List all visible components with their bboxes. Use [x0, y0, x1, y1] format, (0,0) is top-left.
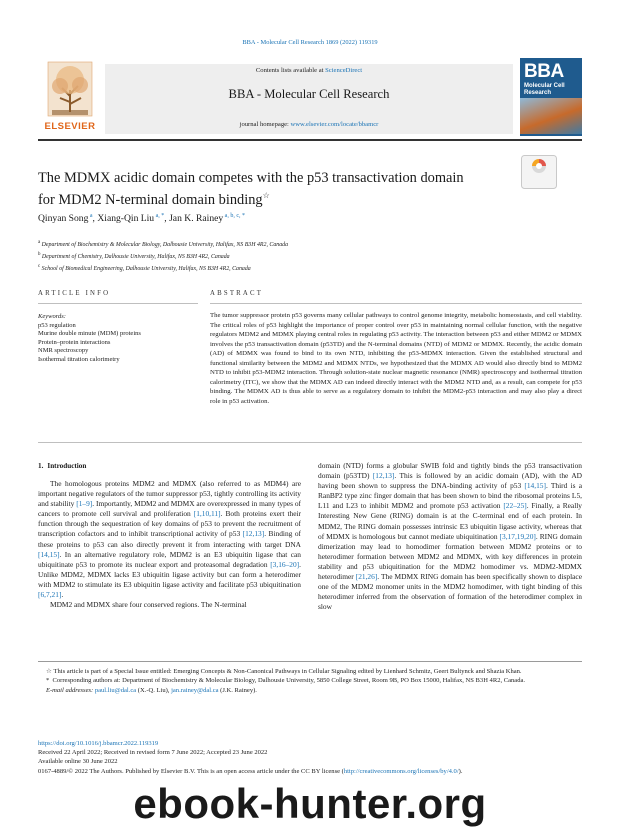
- homepage-prefix: journal homepage:: [239, 121, 291, 128]
- abstract-text: The tumor suppressor protein p53 governs many cellular pathways to control genome integrity, metabolic homeostasis, and cell viability. The critical roles of p53 highlight the importance of proper control over p53 in maintaining normal cellular function, with the negative regulators MDM2 and MDMX playing central roles in regulating p53 activity. The interaction between p53 and either MDM2 or MDMX involves the p53 transactivation domain (p53TD) and the N-terminal domains (NTD) of MDM2 or MDMX. Recently, the acidic domain (AD) of MDMX was found to bind to its own NTD, inhibiting the p53-MDMX interaction. Given the established structural and functional similarity between the MDM2 and MDMX NTDs, we hypothesized that the MDMX AD would also directly bind to MDM2 NTD to inhibit p53-MDM2 interaction. Through solution-state nuclear magnetic resonance (NMR) spectroscopy and isothermal titration calorimetry (ITC), we show that the MDMX AD can indeed directly interact with the MDM2 NTD and, as a result, can compete for p53 binding. The MDMX AD is thus able to serve as a regulatory domain to inhibit the MDM2-p53 interaction and may also play a direct role in p53 activation.: [210, 312, 582, 405]
- keywords-block: [38, 313, 198, 365]
- citation-link[interactable]: [3,16–20]: [270, 559, 300, 569]
- affiliation-list: [38, 238, 288, 274]
- cover-artwork: [520, 98, 582, 134]
- author-affil-marks: a, b, c, *: [223, 213, 245, 219]
- citation-link[interactable]: [6,7,21]: [38, 590, 62, 600]
- citation-link[interactable]: [1–9]: [76, 499, 93, 509]
- email-owner: (X.-Q. Liu),: [136, 686, 172, 694]
- watermark-text: ebook-hunter.org: [133, 780, 487, 827]
- header-bottom-rule: [38, 139, 582, 141]
- cover-title: BBA: [524, 61, 564, 82]
- citation-link[interactable]: [12,13]: [242, 529, 265, 539]
- paragraph: [318, 461, 582, 612]
- keywords-label: Keywords:: [38, 313, 66, 320]
- publication-info: [38, 739, 582, 776]
- affiliation-text: Department of Chemistry, Dalhousie University, Halifax, NS B3H 4R2, Canada: [40, 253, 230, 260]
- affiliation-item: [38, 262, 288, 274]
- affiliation-item: [38, 250, 288, 262]
- paragraph: [38, 479, 301, 600]
- footnote-rule: [38, 661, 582, 662]
- body-text: . This is followed by an acidic domain (AD), with the AD having been shown to suppress the DNA-binding activity of p53: [318, 471, 582, 491]
- available-online: Available online 30 June 2022: [38, 758, 118, 766]
- doi-link[interactable]: https://doi.org/10.1016/j.bbamcr.2022.119319: [38, 740, 159, 747]
- body-column-right: [318, 461, 582, 612]
- homepage-link[interactable]: www.elsevier.com/locate/bbamcr: [290, 121, 379, 128]
- body-text: . RING domain dimerization may lead to homodimer formation between MDM2 proteins or to heterodimer formation between MDM2 and MDMX, with key differences in protein stability and p53 ubiquitination for the MDM2 homodimer vs. MDM2-MDMX heterodimer: [318, 531, 582, 582]
- title-line-1: The MDMX acidic domain competes with the p53 transactivation domain: [38, 170, 464, 186]
- abstract-bottom-rule: [38, 442, 582, 443]
- keyword-item: NMR spectroscopy: [38, 347, 89, 355]
- body-text: . In an alternative regulatory role, MDM2 is an E3 ubiquitin ligase that can ubiquitinate p53 to promote its nuclear export and proteasomal degradation: [38, 549, 301, 569]
- keyword-item: Protein–protein interactions: [38, 338, 111, 346]
- email-owner: (J.K. Rainey).: [218, 686, 257, 694]
- section-number: 1.: [38, 462, 44, 470]
- abstract-heading: ABSTRACT: [210, 290, 264, 297]
- body-text: . The MDMX RING domain has been specifically shown to displace one of the MDM2 monomer units in the MDM2 homodimer, with tight binding of this heterodimer inferred from the observation of formation of the heterodimer complex in slow: [318, 572, 582, 612]
- contents-prefix: Contents lists available at: [255, 67, 326, 74]
- check-for-updates-icon[interactable]: [521, 155, 557, 189]
- author-name[interactable]: Xiang-Qin Liu: [97, 213, 155, 225]
- affiliation-text: School of Biomedical Engineering, Dalhousie University, Halifax, NS B3H 4R2, Canada: [40, 265, 251, 272]
- journal-homepage: [105, 121, 513, 128]
- journal-cover-thumbnail[interactable]: [520, 58, 582, 136]
- introduction-heading: [38, 461, 86, 470]
- keyword-item: Isothermal titration calorimetry: [38, 355, 120, 363]
- citation-link[interactable]: [12,13]: [372, 471, 395, 481]
- body-text: . Importantly, MDM2 and MDMX are overexpressed in many types of cancers to promote cell survival and proliferation: [38, 499, 302, 519]
- email-link[interactable]: jan.rainey@dal.ca: [171, 686, 219, 694]
- citation-link[interactable]: [14,15]: [524, 481, 546, 491]
- body-text: domain (NTD) forms a globular SWIB fold and tightly binds the p53 transactivation domain (p53TD): [318, 461, 582, 481]
- paragraph: MDM2 and MDMX share four conserved regions. The N-terminal: [50, 600, 247, 610]
- footnote-text: This article is part of a Special Issue entitled: Emerging Concepts & Non-Canonical Pathways in Cellular Signaling edited by Lienhard Schmitz, Geert Bultynck and Shazia Khan.: [53, 668, 522, 675]
- affiliation-mark: c: [38, 263, 41, 269]
- contents-line: [105, 67, 513, 74]
- citation-link[interactable]: [1,10,11]: [193, 509, 221, 519]
- body-text: . Third is a RanBP2 type zinc finger domain that has been shown to bind the ribosomal proteins L5, L11 and L23 to inhibit MDM2 and promote p53 activation: [318, 481, 582, 511]
- keyword-item: Murine double minute (MDM) proteins: [38, 330, 141, 338]
- corresponding-author-footnote: [38, 676, 582, 685]
- body-column-left: [38, 479, 301, 610]
- author-affil-marks: a, *: [154, 213, 165, 219]
- keyword-item: p53 regulation: [38, 321, 76, 329]
- license-text: 0167-4889/© 2022 The Authors. Published by Elsevier B.V. This is an open access article under the CC BY license (: [38, 767, 344, 775]
- license-text-end: ).: [458, 767, 463, 775]
- affiliation-item: [38, 238, 288, 250]
- special-issue-footnote: [38, 667, 582, 676]
- citation-link[interactable]: [3,17,19,20]: [499, 531, 536, 541]
- email-label: E-mail addresses:: [46, 686, 95, 694]
- asterisk-mark: *: [46, 677, 53, 685]
- body-text: . Binding of these proteins to p53 can also directly prevent it from interacting with target DNA: [38, 529, 301, 549]
- footnote-text: Corresponding authors at: Department of Biochemistry & Molecular Biology, Dalhousie University, 5850 College Street, Room 9B, PO Box 15000, Halifax, NS B3H 4R2, Canada.: [52, 677, 526, 685]
- author-name[interactable]: Jan K. Rainey: [169, 213, 224, 225]
- body-text: . Finally, a Really Interesting New Gene (RING) domain is at the C-terminal end of each protein. In MDM2, The RING domain possesses intrinsic E3 ubiquitin ligase activity, whereas that of MDMX is homologous but cannot mediate ubiquitination: [318, 501, 582, 541]
- affiliation-text: Department of Biochemistry & Molecular Biology, Dalhousie University, Halifax, NS B3H 4R2, Canada: [40, 241, 289, 248]
- license-line: [38, 767, 582, 776]
- license-link[interactable]: http://creativecommons.org/licenses/by/4.0/: [343, 767, 459, 775]
- body-text: .: [61, 590, 64, 600]
- article-title: [38, 170, 508, 209]
- author-affil-marks: a: [88, 213, 93, 219]
- author-list: Qinyan Song $^a$, Xiang-Qin Liu $^{a, *}$, Jan K. Rainey $^{a, b, c, *}$: [38, 213, 245, 225]
- sciencedirect-link[interactable]: ScienceDirect: [325, 67, 363, 74]
- citation-link[interactable]: [21,26]: [355, 572, 378, 582]
- body-text: . Unlike MDM2, MDMX lacks E3 ubiquitin ligase activity but can form a heterodimer with MDM2 to stimulate its E3 ubiquitin ligase activity and facilitate p53 ubiquitination: [38, 559, 301, 589]
- affiliation-mark: b: [38, 251, 41, 257]
- body-text: . Both proteins exert their function through the sequestration of key domains of p53 to prevent the recruitment of transcription cofactors and to inhibit transcriptional activity of p53: [38, 509, 301, 539]
- citation-link[interactable]: [22–25]: [503, 501, 527, 511]
- body-text: The homologous proteins MDM2 and MDMX (also referred to as MDM4) are important negative regulators of the tumor suppressor p53, tightly controlling its activity and stability: [38, 479, 301, 509]
- author-name[interactable]: Qinyan Song: [38, 213, 89, 225]
- title-footnote-mark[interactable]: ☆: [262, 191, 270, 200]
- article-info-rule: [38, 303, 198, 304]
- footnotes: [38, 667, 582, 695]
- citation-link[interactable]: [14,15]: [38, 549, 60, 559]
- received-dates: Received 22 April 2022; Received in revised form 7 June 2022; Accepted 23 June 2022: [38, 749, 268, 757]
- email-link[interactable]: paul.liu@dal.ca: [94, 686, 137, 694]
- affiliation-mark: a: [38, 240, 41, 245]
- title-line-2: for MDM2 N-terminal domain binding: [38, 191, 263, 208]
- email-line: [38, 686, 582, 695]
- section-title: Introduction: [47, 462, 87, 470]
- cover-subtitle: Molecular Cell Research: [524, 83, 565, 96]
- article-info-heading: ARTICLE INFO: [38, 290, 111, 297]
- elsevier-wordmark: ELSEVIER: [44, 121, 96, 132]
- journal-name: BBA - Molecular Cell Research: [228, 87, 390, 101]
- abstract-rule: [210, 303, 582, 304]
- star-mark: ☆: [46, 668, 54, 675]
- journal-reference[interactable]: BBA - Molecular Cell Research 1869 (2022) 119319: [242, 39, 378, 46]
